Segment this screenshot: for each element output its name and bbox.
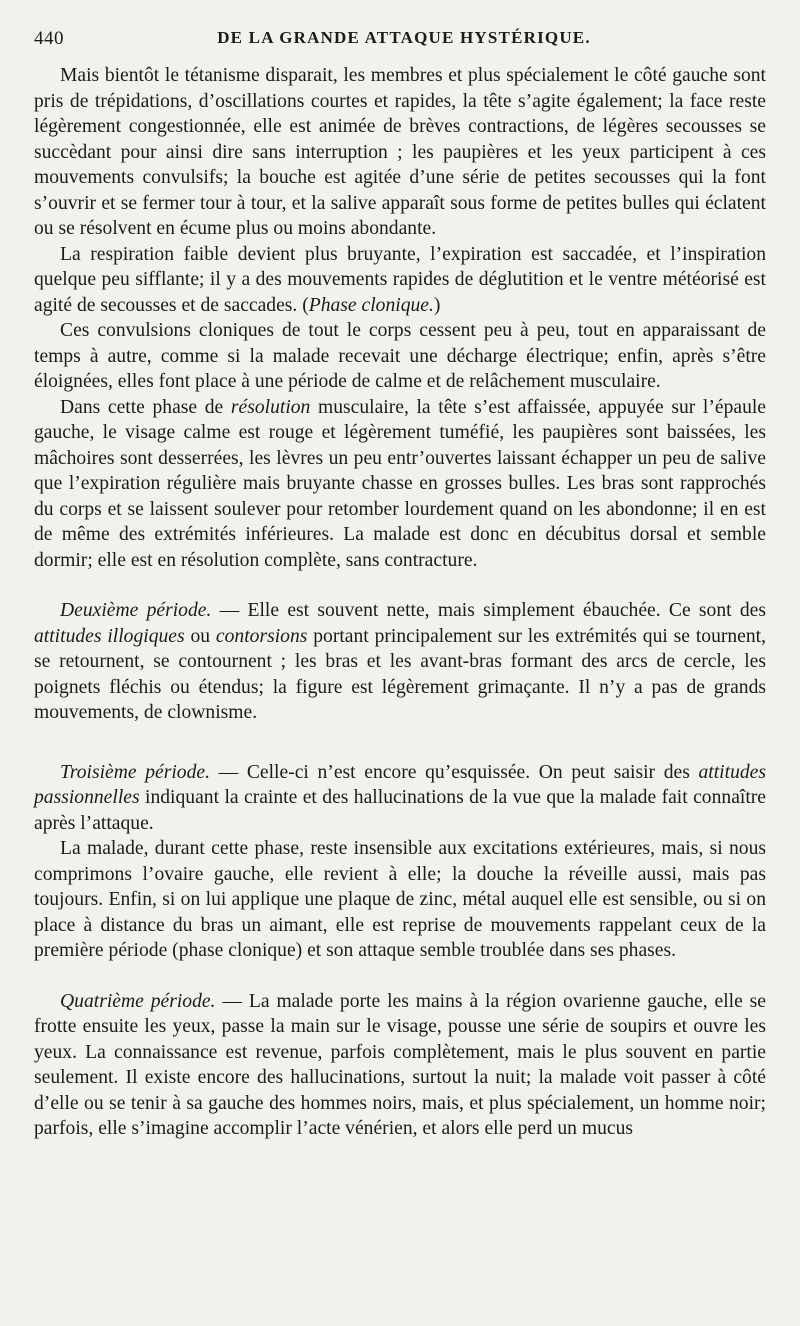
attitudes-passionnelles-term: attitudes passionnelles (34, 761, 766, 808)
paragraph-troisieme-periode (34, 760, 766, 837)
troisieme-text-1: — Celle-ci n’est encore qu’esquissée. On peut saisir des (209, 761, 699, 783)
phase-clonique-label: Phase clonique. (308, 294, 434, 316)
paragraph-insensible: La malade, durant cette phase, reste insensible aux excitations extérieures, mais, si nous comprimons l’ovaire gauche, elle revient à elle; la douche la réveille aussi, mais pas toujours. Enfin, si on lui applique une plaque de zinc, métal auquel elle est sensible, ou si on place à distance du bras un aimant, elle est reprise de mouvements rappelant ceux de la première période (phase clonique) et son attaque semble troublée dans ses phases. (34, 838, 766, 961)
contorsions-term: contorsions (215, 625, 308, 647)
running-title: DE LA GRANDE ATTAQUE HYSTÉRIQUE. (217, 28, 591, 47)
attitudes-illogiques-term: attitudes illogiques (34, 625, 185, 647)
closing-parenthesis: ) (433, 294, 441, 316)
paragraph-convulsions: Ces convulsions cloniques de tout le corps cessent peu à peu, tout en apparaissant de temps à autre, comme si la malade recevait une décharge électrique; enfin, après s’être éloignées, elles font place à une période de calme et de relâchement musculaire. (34, 320, 766, 392)
deuxieme-text-3: portant principalement sur les extrémités qui se tournent, se retournent, se contournent ; les bras et les avant-bras formant des arcs de cercle, les poignets fléchis ou étendus; la figure est légèrement grimaçante. Il n’y a pas de grands mouvements, de clownisme. (34, 625, 767, 723)
deuxieme-text-1: — Elle est souvent nette, mais simplement ébauchée. Ce sont des (211, 600, 766, 621)
resolution-intro: Dans cette phase de (60, 396, 231, 418)
page-header (34, 28, 774, 56)
quatrieme-text: — La malade porte les mains à la région ovarienne gauche, elle se frotte ensuite les yeux, passe la main sur le visage, pousse une série de soupirs et ouvre les yeux. La connaissance est revenue, parfois complètement, mais le plus souvent en partie seulement. Il existe encore des hallucinations, surtout la nuit; la malade voit passer à côté d’elle ou se tenir à sa gauche des hommes noirs, mais, et plus spécialement, un homme noir; parfois, elle s’imagine accomplir l’acte vénérien, et alors elle perd un mucus (34, 990, 766, 1139)
paragraph-respiration (34, 242, 766, 319)
troisieme-periode-heading: Troisième période. (60, 761, 210, 783)
paragraph-quatrieme-periode (34, 989, 766, 1142)
quatrieme-periode-heading: Quatrième période. (60, 990, 216, 1012)
paragraph-resolution (34, 395, 766, 574)
resolution-text: musculaire, la tête s’est affaissée, appuyée sur l’épaule gauche, le visage calme est rouge et légèrement tuméfié, les paupières sont baissées, les mâchoires sont desserrées, les lèvres un peu entr’ouvertes laissant échapper un peu de salive que l’expiration régulière mais bruyante chasse en grosses bulles. Les bras sont rapprochés du corps et se laissent soulever pour retomber lourdement quand on les abondonne; il en est de même des extrémités inférieures. La malade est donc en décubitus dorsal et semble dormir; elle est en résolution complète, sans contracture. (34, 396, 767, 571)
deuxieme-periode-heading: Deuxième période. (60, 600, 212, 621)
troisieme-text-2: indiquant la crainte et des hallucinations de la vue que la malade fait connaître après l’attaque. (34, 787, 766, 834)
page-number: 440 (34, 28, 64, 49)
paragraph-tetanism: Mais bientôt le tétanisme disparait, les membres et plus spécialement le côté gauche sont pris de trépidations, d’oscillations courtes et rapides, la tête s’agite également; la face reste légèrement congestionnée, elle est animée de brèves contractions, de légères secousses se succèdant pour ainsi dire sans interruption ; les paupières et les yeux participent à ces mouvements convulsifs; la bouche est agitée d’une série de petites secousses qui la font s’ouvrir et se fermer tour à tour, et la salive apparaît sous forme de petites bulles qui éclatent ou se résolvent en écume plus ou moins abondante. (34, 65, 766, 239)
paragraph-deuxieme-periode (34, 598, 766, 726)
body-text (34, 63, 766, 1142)
resolution-term: résolution (230, 396, 311, 418)
respiration-text: La respiration faible devient plus bruyante, l’expiration est saccadée, et l’inspiration quelque peu sifflante; il y a des mouvements rapides de déglutition et le ventre météorisé est agité de secousses et de saccades. ( (34, 243, 766, 316)
deuxieme-text-2: ou (184, 625, 216, 647)
